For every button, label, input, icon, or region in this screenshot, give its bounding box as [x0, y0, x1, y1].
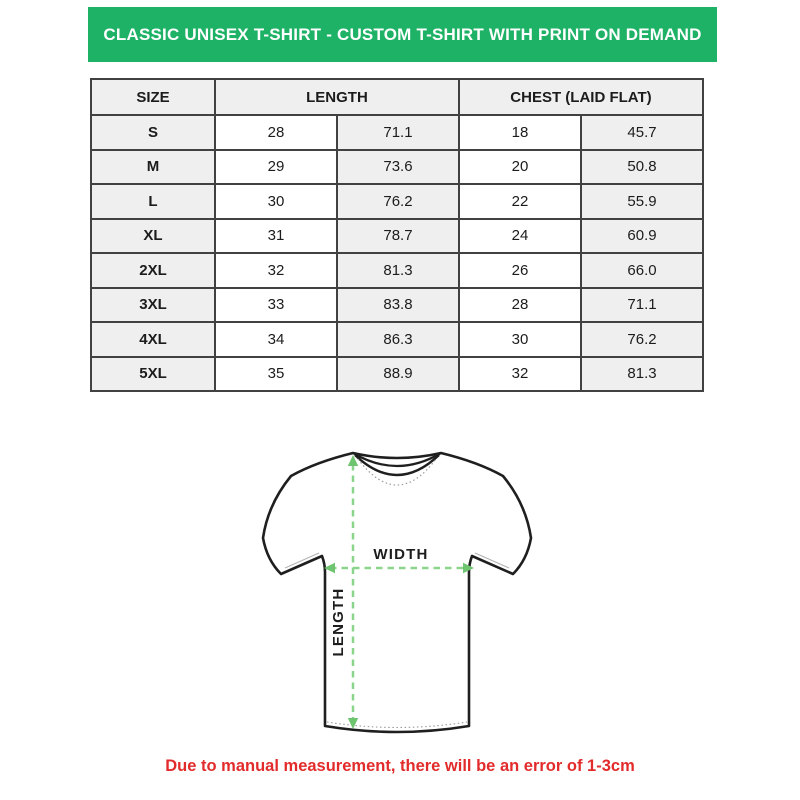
title-banner	[88, 7, 717, 62]
size-chart-table	[90, 78, 704, 392]
table-row	[91, 184, 703, 219]
size-cell: 5XL	[91, 357, 215, 392]
length-label: LENGTH	[330, 587, 347, 657]
length-cm-cell: 83.8	[337, 288, 459, 323]
chest-cm-cell: 50.8	[581, 150, 703, 185]
table-row	[91, 288, 703, 323]
length-in-cell: 30	[215, 184, 337, 219]
length-cm-cell: 71.1	[337, 115, 459, 150]
tshirt-diagram	[261, 446, 533, 736]
size-cell: 2XL	[91, 253, 215, 288]
size-cell: M	[91, 150, 215, 185]
table-row	[91, 115, 703, 150]
size-cell: 4XL	[91, 322, 215, 357]
length-cm-cell: 73.6	[337, 150, 459, 185]
chest-cm-cell: 55.9	[581, 184, 703, 219]
length-cm-cell: 86.3	[337, 322, 459, 357]
header-length: LENGTH	[215, 79, 459, 115]
chest-in-cell: 20	[459, 150, 581, 185]
header-size: SIZE	[91, 79, 215, 115]
chest-cm-cell: 71.1	[581, 288, 703, 323]
chest-cm-cell: 45.7	[581, 115, 703, 150]
chest-in-cell: 18	[459, 115, 581, 150]
table-row	[91, 253, 703, 288]
length-in-cell: 35	[215, 357, 337, 392]
width-label: WIDTH	[373, 546, 429, 563]
length-in-cell: 34	[215, 322, 337, 357]
header-chest: CHEST (LAID FLAT)	[459, 79, 703, 115]
chest-in-cell: 28	[459, 288, 581, 323]
size-cell: S	[91, 115, 215, 150]
chest-cm-cell: 76.2	[581, 322, 703, 357]
length-in-cell: 33	[215, 288, 337, 323]
length-in-cell: 29	[215, 150, 337, 185]
chest-in-cell: 22	[459, 184, 581, 219]
table-row	[91, 219, 703, 254]
length-cm-cell: 76.2	[337, 184, 459, 219]
chest-cm-cell: 81.3	[581, 357, 703, 392]
table-row	[91, 322, 703, 357]
tshirt-outline	[263, 453, 531, 732]
measurement-disclaimer: Due to manual measurement, there will be an error of 1-3cm	[165, 757, 635, 775]
table-header-row	[91, 79, 703, 115]
size-cell: 3XL	[91, 288, 215, 323]
table-row	[91, 357, 703, 392]
size-cell: XL	[91, 219, 215, 254]
table-row	[91, 150, 703, 185]
chest-in-cell: 32	[459, 357, 581, 392]
chest-cm-cell: 60.9	[581, 219, 703, 254]
chest-in-cell: 24	[459, 219, 581, 254]
length-cm-cell: 78.7	[337, 219, 459, 254]
chest-in-cell: 26	[459, 253, 581, 288]
chest-cm-cell: 66.0	[581, 253, 703, 288]
length-cm-cell: 81.3	[337, 253, 459, 288]
length-in-cell: 31	[215, 219, 337, 254]
length-in-cell: 28	[215, 115, 337, 150]
length-cm-cell: 88.9	[337, 357, 459, 392]
chest-in-cell: 30	[459, 322, 581, 357]
page-title: CLASSIC UNISEX T-SHIRT - CUSTOM T-SHIRT WITH PRINT ON DEMAND	[103, 24, 702, 44]
size-cell: L	[91, 184, 215, 219]
length-in-cell: 32	[215, 253, 337, 288]
